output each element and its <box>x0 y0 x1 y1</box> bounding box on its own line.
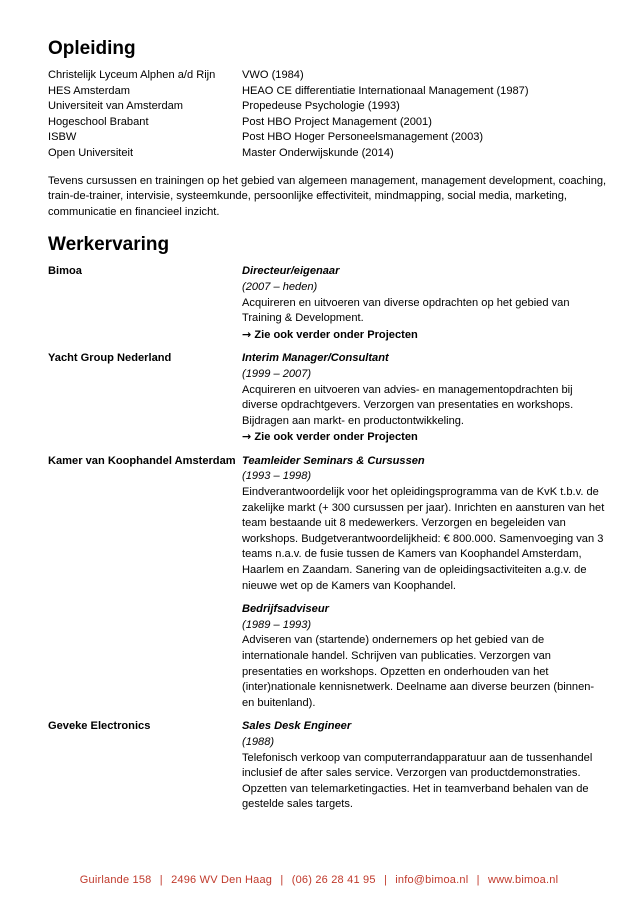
education-row <box>48 99 608 115</box>
arrow-right-icon: → <box>242 430 252 444</box>
footer-email-link[interactable]: info@bimoa.nl <box>395 874 469 886</box>
role-description: Telefonisch verkoop van computerrandapparatuur aan de tussenhandel inclusief de after sales service. Verzorgen van productdemonstraties. Opzetten van telemarketingacties. Het in teamverband behalen van de gestelde sales targets. <box>242 751 593 811</box>
footer-address: Guirlande 158 <box>79 874 152 886</box>
role-description: Acquireren en uitvoeren van diverse opdrachten op het gebied van Training & Development. <box>242 296 570 325</box>
projects-reference-text: Zie ook verder onder Projecten <box>254 431 418 444</box>
job-company: Geveke Electronics <box>48 720 151 733</box>
footer-separator: | <box>159 874 163 886</box>
job-entry <box>48 351 608 446</box>
education-heading: Opleiding <box>48 38 136 59</box>
footer-contact <box>0 874 638 886</box>
education-degree: VWO (1984) <box>242 69 304 81</box>
projects-reference-text: Zie ook verder onder Projecten <box>254 328 418 341</box>
courses-paragraph: Tevens cursussen en trainingen op het gebied van algemeen management, management development, coaching, train-de-trainer, intervisie, systeemkunde, persoonlijke effectiviteit, mindmapping, social media, marketing, communicatie en financieel inzicht. <box>48 174 607 218</box>
education-institution: Universiteit van Amsterdam <box>48 100 184 113</box>
role-title: Directeur/eigenaar <box>242 265 340 278</box>
arrow-right-icon: → <box>242 327 252 341</box>
education-degree: Propedeuse Psychologie (1993) <box>242 100 400 113</box>
role-period: (2007 – heden) <box>242 280 318 293</box>
role-period: (1989 – 1993) <box>242 618 312 631</box>
education-list <box>48 68 608 162</box>
footer-phone: (06) 26 28 41 95 <box>291 874 376 886</box>
education-degree: Master Onderwijskunde (2014) <box>242 146 394 159</box>
footer-separator: | <box>476 874 480 886</box>
role-description: Acquireren en uitvoeren van advies- en managementopdrachten bij diverse opdrachtgevers. Verzorgen van presentaties en workshops. Bijdragen aan markt- en productontwikkeling. <box>242 383 574 427</box>
role-title: Interim Manager/Consultant <box>242 352 389 365</box>
role-description: Eindverantwoordelijk voor het opleidingsprogramma van de KvK t.b.v. de zakelijke markt (+ 300 cursussen per jaar). Inrichten en aansturen van het team bestaande uit 8 medewerkers. Verzorgen en begeleiden van workshops. Budgetverantwoordelijkheid: € 800.000. Samenvoeging van 3 teams n.a.v. de fusie tussen de Kamers van Koophandel Amsterdam, Haarlem en Zaandam. Sanering van de opleidingsactiviteiten a.g.v. de nieuwe wet op de Kamers van Koophandel. <box>242 486 605 592</box>
job-roles <box>242 719 608 813</box>
role-title: Teamleider Seminars & Cursussen <box>242 454 425 467</box>
job-company: Kamer van Koophandel Amsterdam <box>48 454 236 467</box>
experience-heading: Werkervaring <box>48 234 170 256</box>
education-institution: Open Universiteit <box>48 146 134 159</box>
education-degree: Post HBO Hoger Personeelsmanagement (2003) <box>242 131 484 144</box>
job-company: Yacht Group Nederland <box>48 352 172 365</box>
role <box>242 264 608 343</box>
role <box>242 351 608 446</box>
role-period: (1988) <box>242 735 275 748</box>
education-institution: Hogeschool Brabant <box>48 115 149 128</box>
job-company: Bimoa <box>48 265 82 278</box>
role-period: (1999 – 2007) <box>242 367 312 380</box>
education-row <box>48 84 608 100</box>
education-degree: Post HBO Project Management (2001) <box>242 115 432 128</box>
education-institution: ISBW <box>48 131 77 144</box>
role-title: Sales Desk Engineer <box>242 720 352 733</box>
education-row <box>48 130 608 146</box>
job-roles <box>242 454 608 712</box>
projects-reference <box>242 429 608 446</box>
footer-separator: | <box>383 874 387 886</box>
education-row <box>48 68 608 84</box>
education-institution: Christelijk Lyceum Alphen a/d Rijn <box>48 69 216 81</box>
cv-page <box>48 36 608 821</box>
job-entry <box>48 719 608 813</box>
job-entry <box>48 264 608 343</box>
role-title: Bedrijfsadviseur <box>242 603 329 616</box>
role-period: (1993 – 1998) <box>242 470 312 483</box>
job-entry <box>48 454 608 712</box>
footer-separator: | <box>280 874 284 886</box>
role <box>242 454 608 594</box>
role <box>242 719 608 813</box>
education-institution: HES Amsterdam <box>48 84 130 97</box>
job-roles <box>242 351 608 446</box>
education-degree: HEAO CE differentiatie Internationaal Management (1987) <box>242 84 529 97</box>
role-description: Adviseren van (startende) ondernemers op het gebied van de internationale handel. Schrijven van publicaties. Verzorgen van presentaties en workshops. Opzetten en onderhouden van het (inter)nationale kennisnetwerk. Deelname aan diverse beurzen (binnen- en buitenland). <box>242 634 595 709</box>
projects-reference <box>242 327 608 344</box>
role <box>242 602 608 711</box>
education-row <box>48 146 608 162</box>
education-row <box>48 115 608 131</box>
job-roles <box>242 264 608 343</box>
footer-postal: 2496 WV Den Haag <box>171 874 273 886</box>
footer-website-link[interactable]: www.bimoa.nl <box>487 874 559 886</box>
